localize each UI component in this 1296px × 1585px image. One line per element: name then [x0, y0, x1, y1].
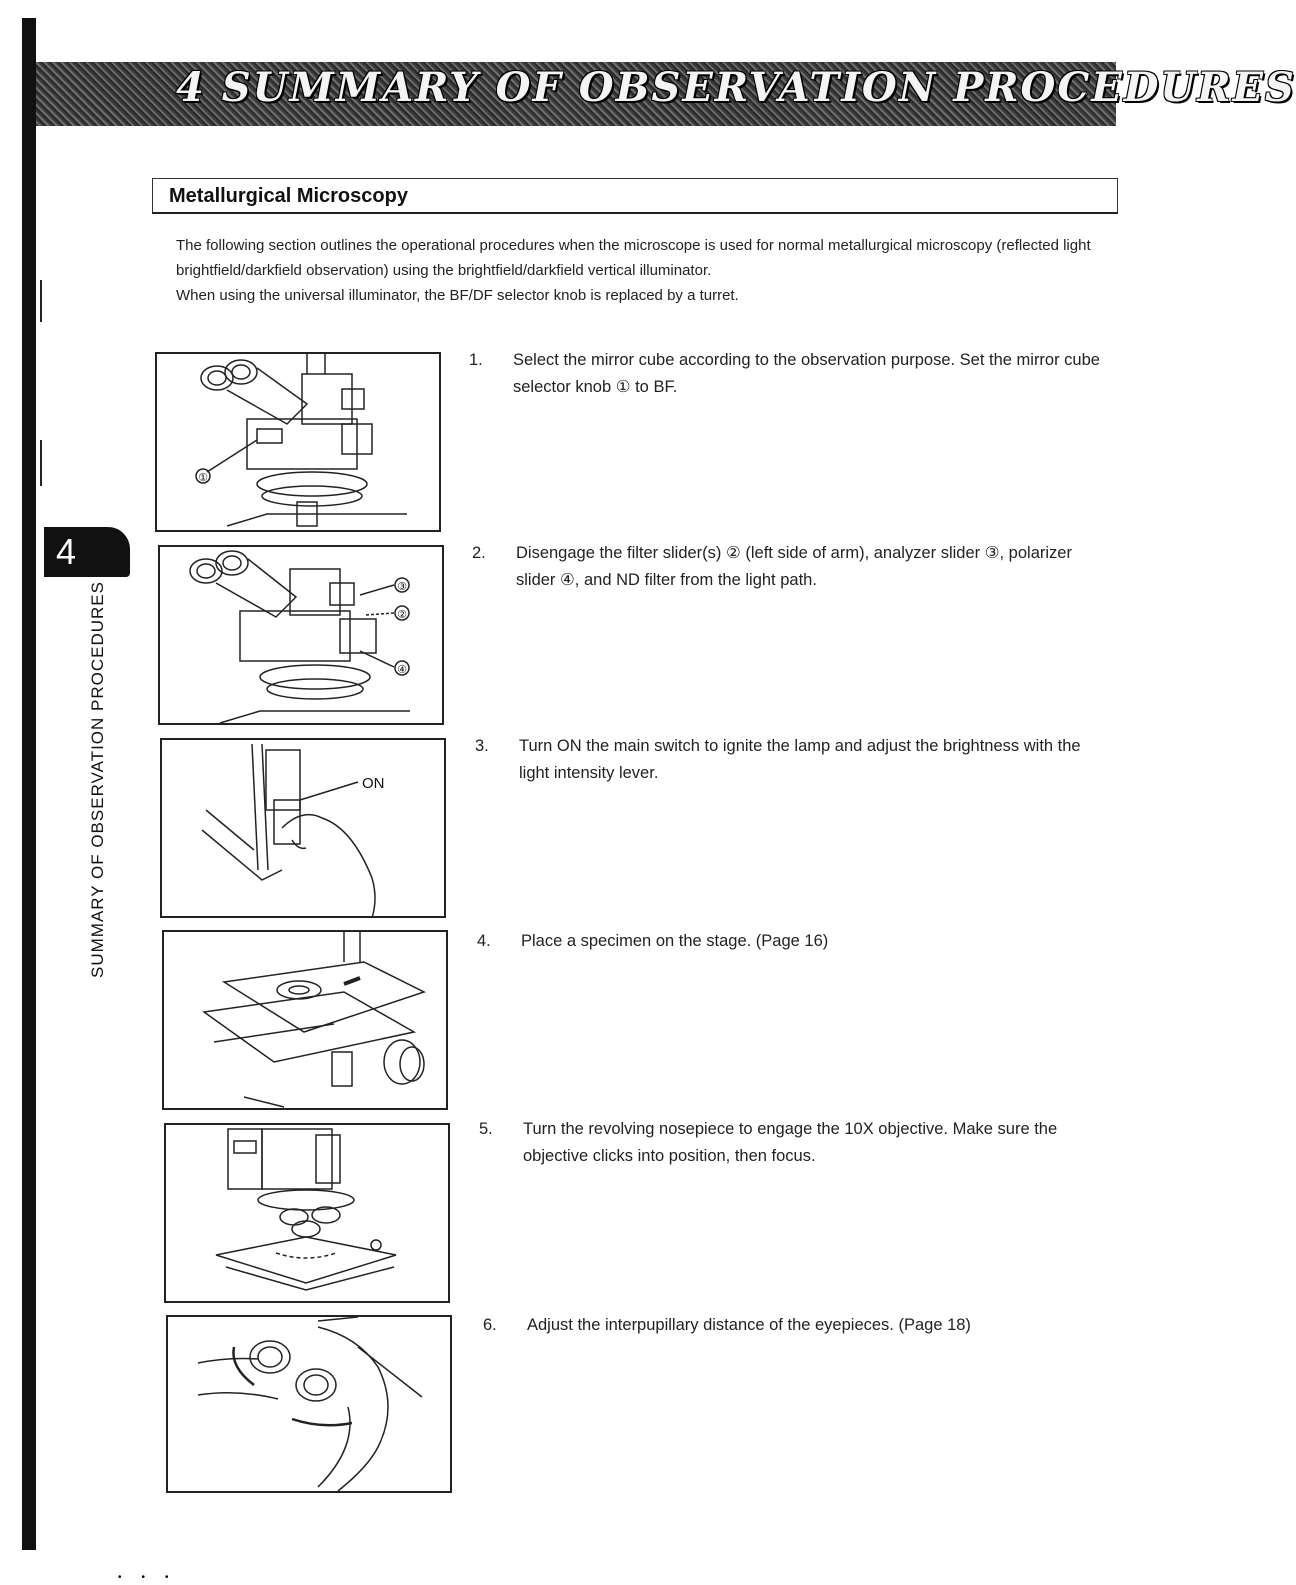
nosepiece-illustration: [166, 1125, 448, 1301]
figure-stage: [162, 930, 448, 1110]
eyepiece-illustration: [168, 1317, 450, 1491]
section-heading-box: [152, 178, 1118, 214]
step-text: Adjust the interpupillary distance of the eyepieces. (Page 18): [527, 1316, 971, 1334]
switch-illustration: [162, 740, 444, 916]
chapter-side-label: SUMMARY OF OBSERVATION PROCEDURES: [88, 581, 107, 978]
figure-mirror-cube-knob: [155, 352, 441, 532]
step-6: 6. Adjust the interpupillary distance of the eyepieces. (Page 18): [483, 1316, 971, 1334]
microscope-illustration: [157, 354, 439, 530]
callout-3: ③: [397, 580, 407, 593]
callout-1: ①: [198, 471, 208, 484]
step-5: 5. Turn the revolving nosepiece to engage the 10X objective. Make sure the objective clicks into position, then focus.: [479, 1120, 1058, 1165]
step-text: Place a specimen on the stage. (Page 16): [521, 932, 829, 950]
figure-sliders: [158, 545, 444, 725]
stage-illustration: [164, 932, 446, 1108]
intro-text: [176, 233, 1121, 308]
step-text: Turn ON the main switch to ignite the lamp and adjust the brightness with the light intensity lever.: [519, 737, 1081, 782]
banner-title: 4 SUMMARY OF OBSERVATION PROCEDURES: [176, 64, 1296, 111]
figure-main-switch: [160, 738, 446, 918]
step-4: 4. Place a specimen on the stage. (Page 16): [477, 932, 829, 950]
callout-4: ④: [397, 663, 407, 676]
section-title: Metallurgical Microscopy: [169, 185, 408, 207]
step-text: Select the mirror cube according to the observation purpose. Set the mirror cube selector knob ① to BF.: [513, 351, 1100, 396]
figure-nosepiece: [164, 1123, 450, 1303]
on-label: ON: [362, 775, 385, 792]
step-1: 1. Select the mirror cube according to the observation purpose. Set the mirror cube selector knob ① to BF.: [469, 351, 1100, 396]
margin-tick: [40, 440, 42, 486]
margin-tick: [40, 280, 42, 322]
intro-paragraph-2: When using the universal illuminator, the BF/DF selector knob is replaced by a turret.: [176, 287, 739, 304]
chapter-tab: 4: [44, 527, 130, 577]
step-text: Turn the revolving nosepiece to engage the 10X objective. Make sure the objective clicks into position, then focus.: [523, 1120, 1058, 1165]
footer-marks: •••: [118, 1572, 189, 1583]
microscope-illustration: [160, 547, 442, 723]
figure-eyepieces: [166, 1315, 452, 1493]
callout-2: ②: [397, 608, 407, 621]
intro-paragraph-1: The following section outlines the operational procedures when the microscope is used for normal metallurgical microscopy (reflected light brightfield/darkfield observation) using the brightfield/darkfield vertical illuminator.: [176, 237, 1091, 279]
chapter-banner: [36, 62, 1296, 126]
step-2: 2. Disengage the filter slider(s) ② (left side of arm), analyzer slider ③, polarizer slider ④, and ND filter from the light path.: [472, 544, 1072, 589]
step-3: 3. Turn ON the main switch to ignite the lamp and adjust the brightness with the light intensity lever.: [475, 737, 1081, 782]
left-margin-bar: [22, 18, 36, 1550]
step-text: Disengage the filter slider(s) ② (left side of arm), analyzer slider ③, polarizer slider ④, and ND filter from the light path.: [516, 544, 1072, 589]
